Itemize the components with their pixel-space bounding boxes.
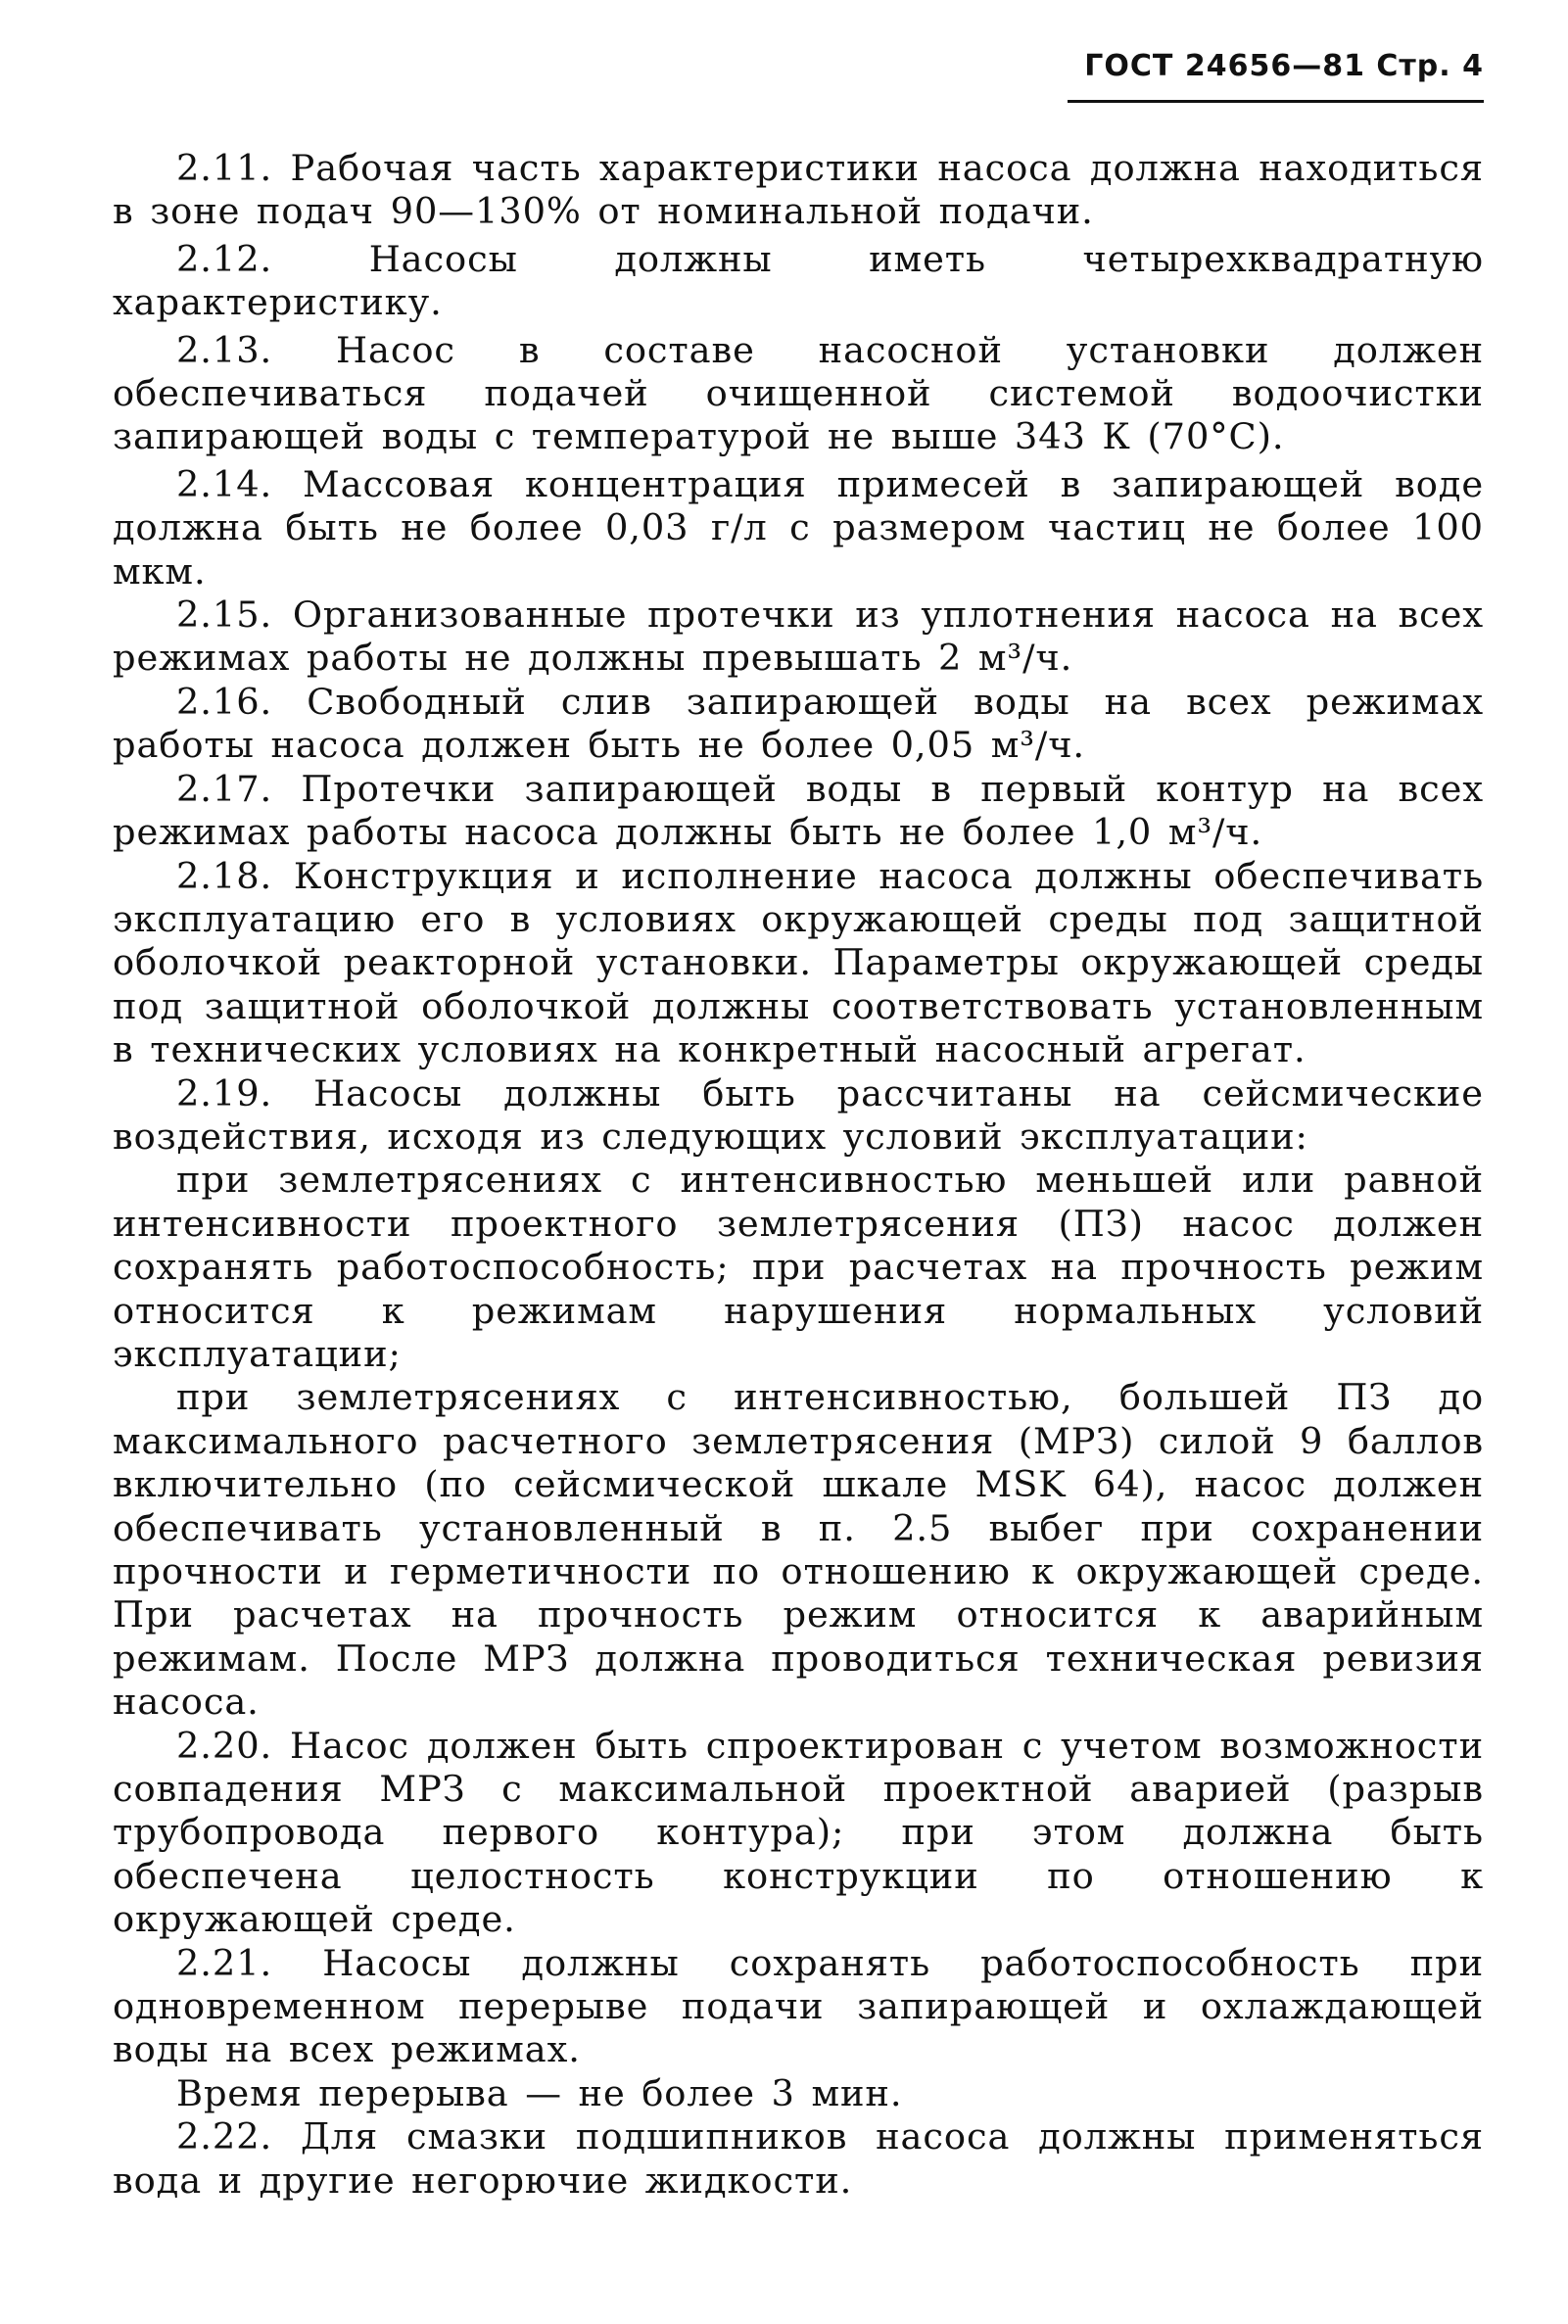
clause-text: Свободный слив запирающей воды на всех режимах работы насоса должен быть не более 0,05 м³/ч.	[113, 680, 1484, 767]
paragraph-2-17	[113, 768, 1484, 855]
standard-number: ГОСТ 24656—81	[1084, 49, 1365, 83]
paragraph-2-18	[113, 855, 1484, 1072]
clause-text: Насосы должны сохранять работоспособность при одновременном перерыве подачи запирающей и охлаждающей воды на всех режимах.	[113, 1941, 1484, 2071]
paragraph-2-19-item-2	[113, 1376, 1484, 1724]
paragraph-2-11	[113, 147, 1484, 234]
clause-number: 2.17.	[176, 767, 273, 810]
clause-text: Насос должен быть спроектирован с учетом возможности совпадения МРЗ с максимальной проектной аварией (разрыв трубопровода первого контура); при этом должна быть обеспечена целостность конструкции по отношению к окружающей среде.	[113, 1724, 1484, 1941]
page-number: Стр. 4	[1376, 49, 1484, 83]
clause-text: при землетрясениях с интенсивностью меньшей или равной интенсивности проектного землетрясения (ПЗ) насос должен сохранять работоспособность; при расчетах на прочность режим относится к режимам нарушения нормальных условий эксплуатации;	[113, 1159, 1484, 1375]
clause-number: 2.14.	[176, 462, 273, 505]
clause-text: Организованные протечки из уплотнения насоса на всех режимах работы не должны превышать 2 м³/ч.	[113, 593, 1484, 680]
paragraph-2-21	[113, 1942, 1484, 2072]
clause-text: Для смазки подшипников насоса должны применяться вода и другие негорючие жидкости.	[113, 2115, 1484, 2202]
paragraph-2-19-item-1	[113, 1159, 1484, 1376]
clause-text: Насосы должны быть рассчитаны на сейсмические воздействия, исходя из следующих условий эксплуатации:	[113, 1071, 1484, 1158]
document-body	[113, 147, 1484, 2203]
clause-number: 2.22.	[176, 2115, 273, 2158]
clause-number: 2.18.	[176, 854, 273, 897]
page-header	[1068, 49, 1484, 108]
clause-number: 2.16.	[176, 680, 273, 723]
clause-text: Насос в составе насосной установки должен обеспечиваться подачей очищенной системой водоочистки запирающей воды с температурой не выше 343 К (70°С).	[113, 328, 1484, 458]
header-rule	[1068, 100, 1484, 103]
paragraph-2-14	[113, 463, 1484, 593]
clause-text: Конструкция и исполнение насоса должны обеспечивать эксплуатацию его в условиях окружающей среды под защитной оболочкой реакторной установки. Параметры окружающей среды под защитной оболочкой должны соответствовать установленным в технических условиях на конкретный насосный агрегат.	[113, 854, 1484, 1071]
clause-text: Время перерыва — не более 3 мин.	[176, 2071, 903, 2114]
clause-number: 2.12.	[176, 237, 273, 280]
paragraph-2-19	[113, 1072, 1484, 1160]
paragraph-2-15	[113, 593, 1484, 681]
clause-number: 2.11.	[176, 147, 273, 189]
running-header	[1084, 49, 1484, 83]
clause-number: 2.15.	[176, 593, 273, 637]
clause-text: Массовая концентрация примесей в запирающей воде должна быть не более 0,03 г/л с размером частиц не более 100 мкм.	[113, 462, 1484, 593]
paragraph-2-12	[113, 238, 1484, 325]
clause-text: Насосы должны иметь четырехквадратную характеристику.	[113, 237, 1484, 324]
clause-number: 2.20.	[176, 1724, 273, 1767]
clause-text: Протечки запирающей воды в первый контур на всех режимах работы насоса должны быть не более 1,0 м³/ч.	[113, 767, 1484, 854]
paragraph-2-13	[113, 329, 1484, 459]
paragraph-2-16	[113, 681, 1484, 768]
clause-number: 2.13.	[176, 328, 273, 371]
paragraph-2-20	[113, 1725, 1484, 1942]
paragraph-2-21-note	[113, 2072, 1484, 2115]
clause-text: Рабочая часть характеристики насоса должна находиться в зоне подач 90—130% от номинальной подачи.	[113, 147, 1484, 233]
clause-number: 2.19.	[176, 1071, 273, 1115]
clause-text: при землетрясениях с интенсивностью, большей ПЗ до максимального расчетного землетрясения (МРЗ) силой 9 баллов включительно (по сейсмической шкале MSK 64), насос должен обеспечивать установленный в п. 2.5 выбег при сохранении прочности и герметичности по отношению к окружающей среде. При расчетах на прочность режим относится к аварийным режимам. После МРЗ должна проводиться техническая ревизия насоса.	[113, 1376, 1484, 1724]
paragraph-2-22	[113, 2115, 1484, 2203]
clause-number: 2.21.	[176, 1941, 273, 1984]
